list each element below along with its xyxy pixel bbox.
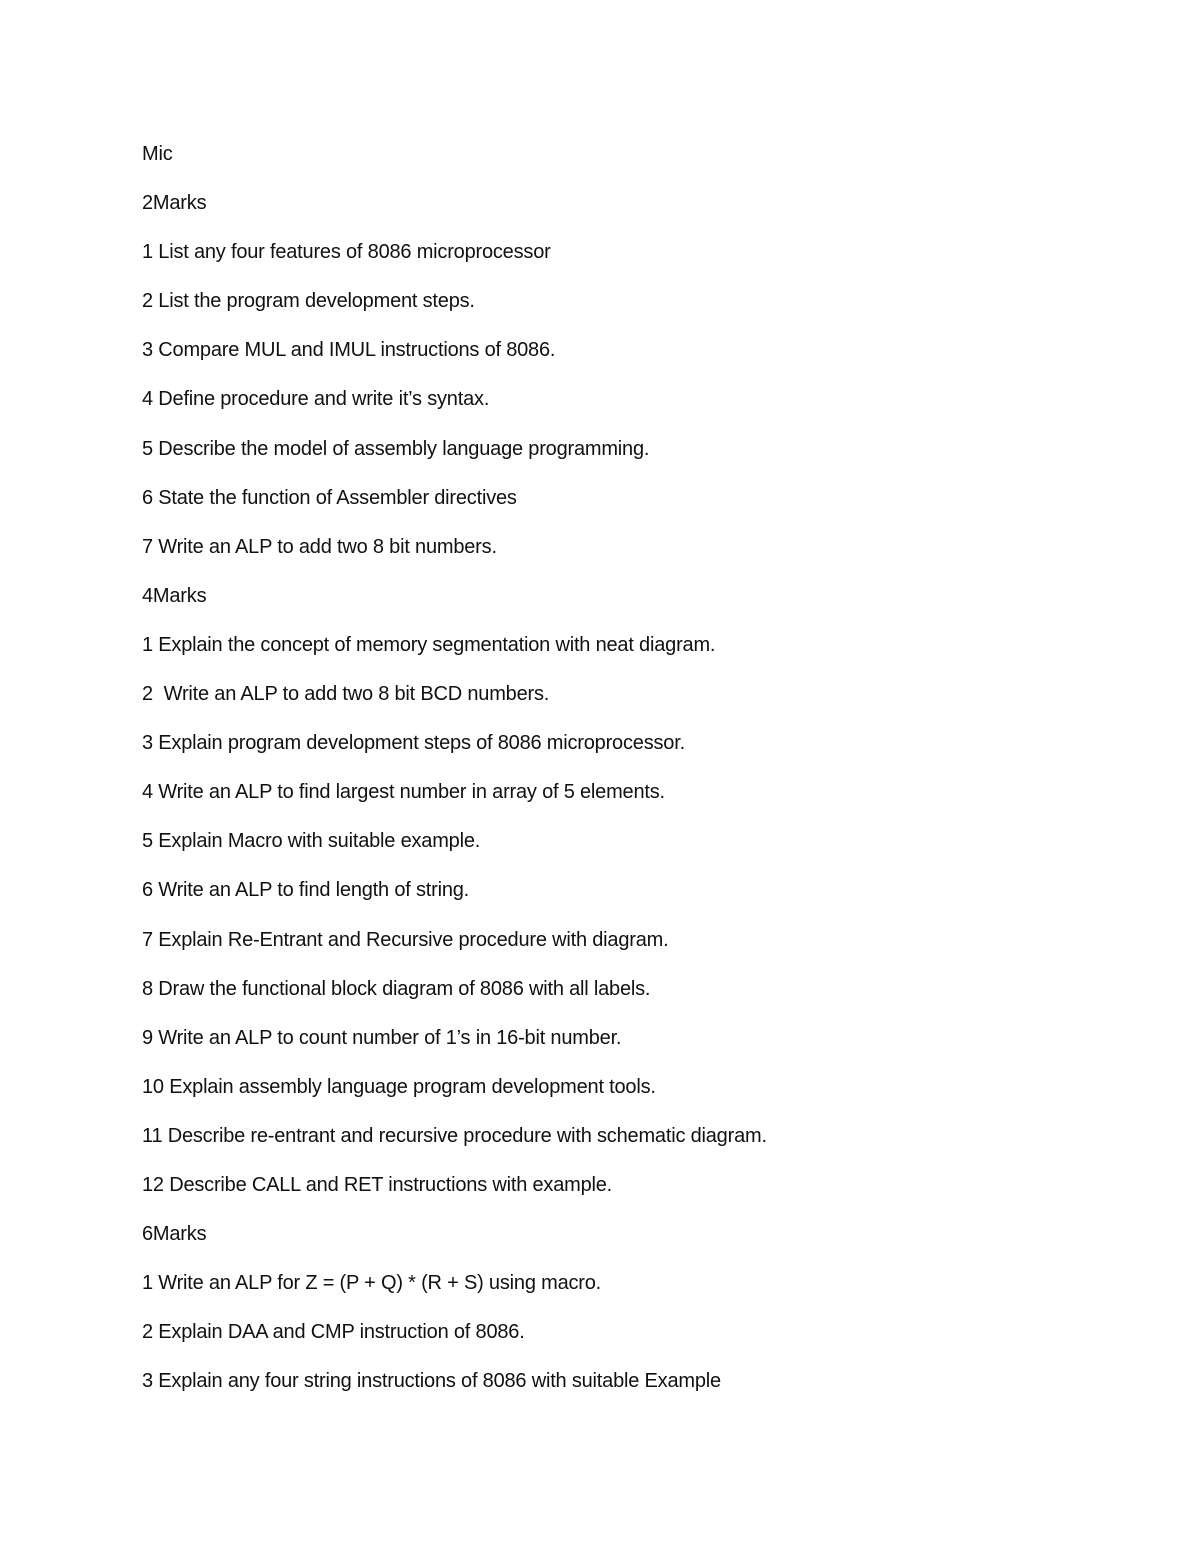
list-item: 6 Write an ALP to find length of string. (142, 879, 470, 902)
list-item: 3 Explain any four string instructions of 8086 with suitable Example (142, 1370, 721, 1393)
document-title: Mic (142, 143, 173, 165)
list-item: 4 Write an ALP to find largest number in array of 5 elements. (142, 781, 665, 804)
list-item: 3 Compare MUL and IMUL instructions of 8086. (142, 339, 556, 362)
document-body (142, 142, 1142, 1418)
section-heading-2marks: 2Marks (142, 192, 207, 215)
list-item: 10 Explain assembly language program development tools. (142, 1075, 656, 1098)
list-item: 1 Write an ALP for Z = (P + Q) * (R + S) using macro. (142, 1272, 602, 1295)
list-item: 8 Draw the functional block diagram of 8086 with all labels. (142, 977, 651, 1000)
list-item: 1 Explain the concept of memory segmentation with neat diagram. (142, 633, 716, 656)
list-item: 9 Write an ALP to count number of 1’s in 16-bit number. (142, 1026, 622, 1049)
list-item: 1 List any four features of 8086 microprocessor (142, 241, 551, 264)
list-item: 2 Explain DAA and CMP instruction of 8086. (142, 1321, 525, 1344)
list-item: 4 Define procedure and write it’s syntax. (142, 388, 490, 411)
list-item: 2 List the program development steps. (142, 290, 475, 313)
list-item: 2 Write an ALP to add two 8 bit BCD numbers. (142, 683, 550, 706)
section-heading-4marks: 4Marks (142, 584, 207, 607)
list-item: 3 Explain program development steps of 8086 microprocessor. (142, 732, 685, 755)
section-heading-6marks: 6Marks (142, 1223, 207, 1246)
list-item: 5 Describe the model of assembly language programming. (142, 437, 650, 460)
list-item: 12 Describe CALL and RET instructions with example. (142, 1173, 613, 1196)
list-item: 7 Explain Re-Entrant and Recursive procedure with diagram. (142, 928, 669, 951)
list-item: 5 Explain Macro with suitable example. (142, 830, 481, 853)
list-item: 6 State the function of Assembler directives (142, 486, 517, 509)
list-item: 11 Describe re-entrant and recursive procedure with schematic diagram. (142, 1124, 767, 1147)
list-item: 7 Write an ALP to add two 8 bit numbers. (142, 535, 497, 558)
